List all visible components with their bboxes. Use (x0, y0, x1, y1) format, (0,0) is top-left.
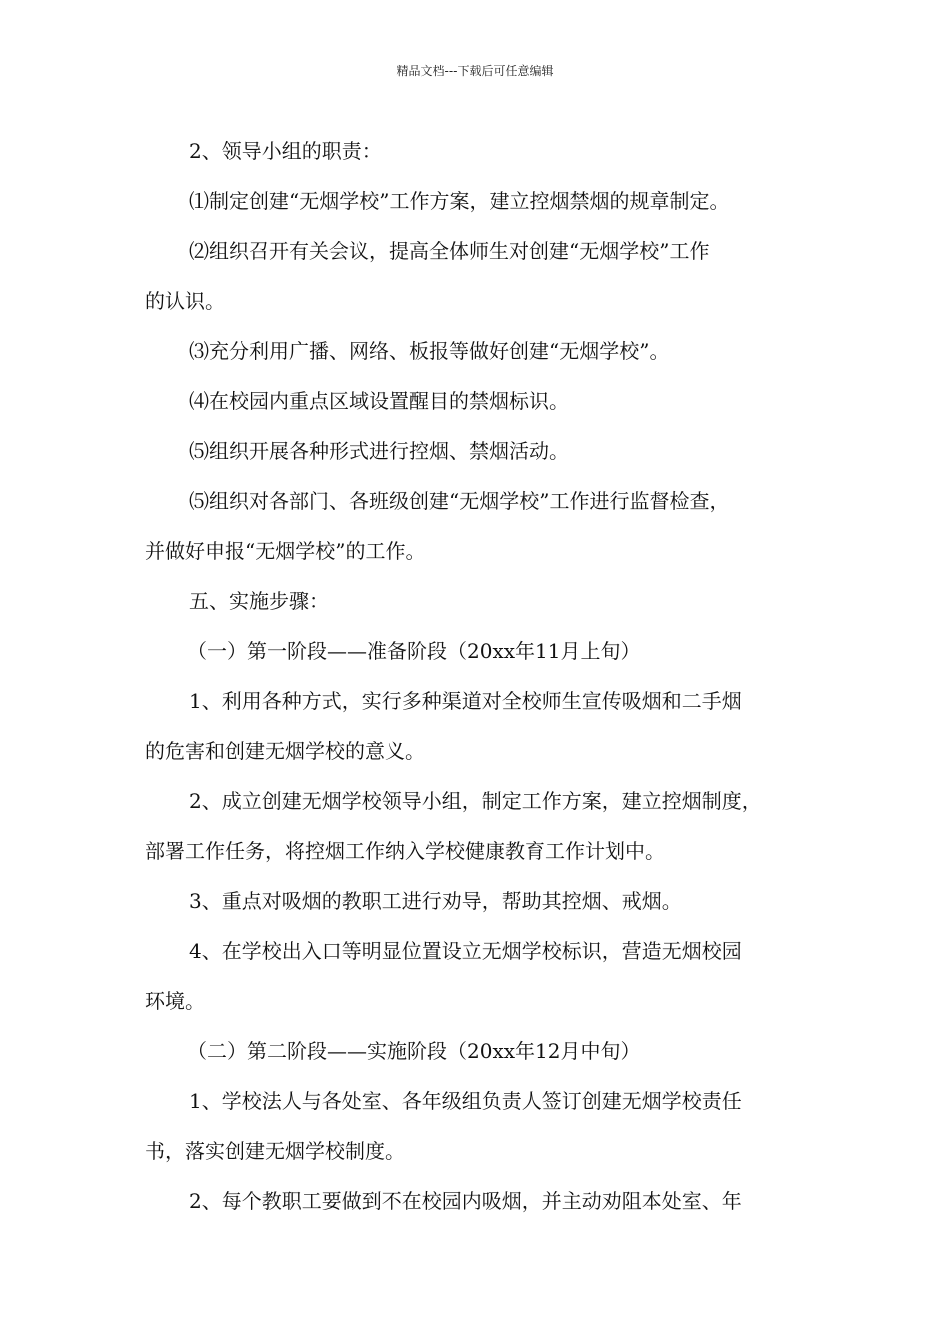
paragraph-line: 2、每个教职工要做到不在校园内吸烟，并主动劝阻本处室、年 (189, 1189, 742, 1213)
paragraph-line: ⑵组织召开有关会议，提高全体师生对创建“无烟学校”工作 (189, 239, 710, 263)
paragraph-line: ⑷在校园内重点区域设置醒目的禁烟标识。 (189, 389, 569, 413)
paragraph-line: 并做好申报“无烟学校”的工作。 (145, 539, 426, 563)
paragraph-line: ⑸组织开展各种形式进行控烟、禁烟活动。 (189, 439, 569, 463)
paragraph-line: 1、学校法人与各处室、各年级组负责人签订创建无烟学校责任 (189, 1089, 742, 1113)
paragraph-line: 部署工作任务，将控烟工作纳入学校健康教育工作计划中。 (145, 839, 665, 863)
paragraph-line: 的危害和创建无烟学校的意义。 (145, 739, 425, 763)
phase-heading: （二）第二阶段——实施阶段（20xx年12月中旬） (187, 1039, 641, 1063)
paragraph-line: 的认识。 (145, 289, 225, 313)
paragraph-line: 环境。 (145, 989, 205, 1013)
paragraph-line: ⑴制定创建“无烟学校”工作方案，建立控烟禁烟的规章制定。 (189, 189, 730, 213)
paragraph-line: ⑸组织对各部门、各班级创建“无烟学校”工作进行监督检查， (189, 489, 730, 513)
section-heading: 五、实施步骤： (189, 589, 329, 613)
document-body (145, 126, 810, 1226)
page-header: 精品文档---下载后可任意编辑 (396, 64, 554, 78)
paragraph-line: 2、成立创建无烟学校领导小组，制定工作方案，建立控烟制度， (189, 789, 762, 813)
paragraph-line: 3、重点对吸烟的教职工进行劝导，帮助其控烟、戒烟。 (189, 889, 682, 913)
paragraph-line: 书，落实创建无烟学校制度。 (145, 1139, 405, 1163)
paragraph-line: 4、在学校出入口等明显位置设立无烟学校标识，营造无烟校园 (189, 939, 742, 963)
paragraph-line: 2、领导小组的职责： (189, 139, 382, 163)
paragraph-line: ⑶充分利用广播、网络、板报等做好创建“无烟学校”。 (189, 339, 670, 363)
phase-heading: （一）第一阶段——准备阶段（20xx年11月上旬） (187, 639, 641, 663)
paragraph-line: 1、利用各种方式，实行多种渠道对全校师生宣传吸烟和二手烟 (189, 689, 742, 713)
